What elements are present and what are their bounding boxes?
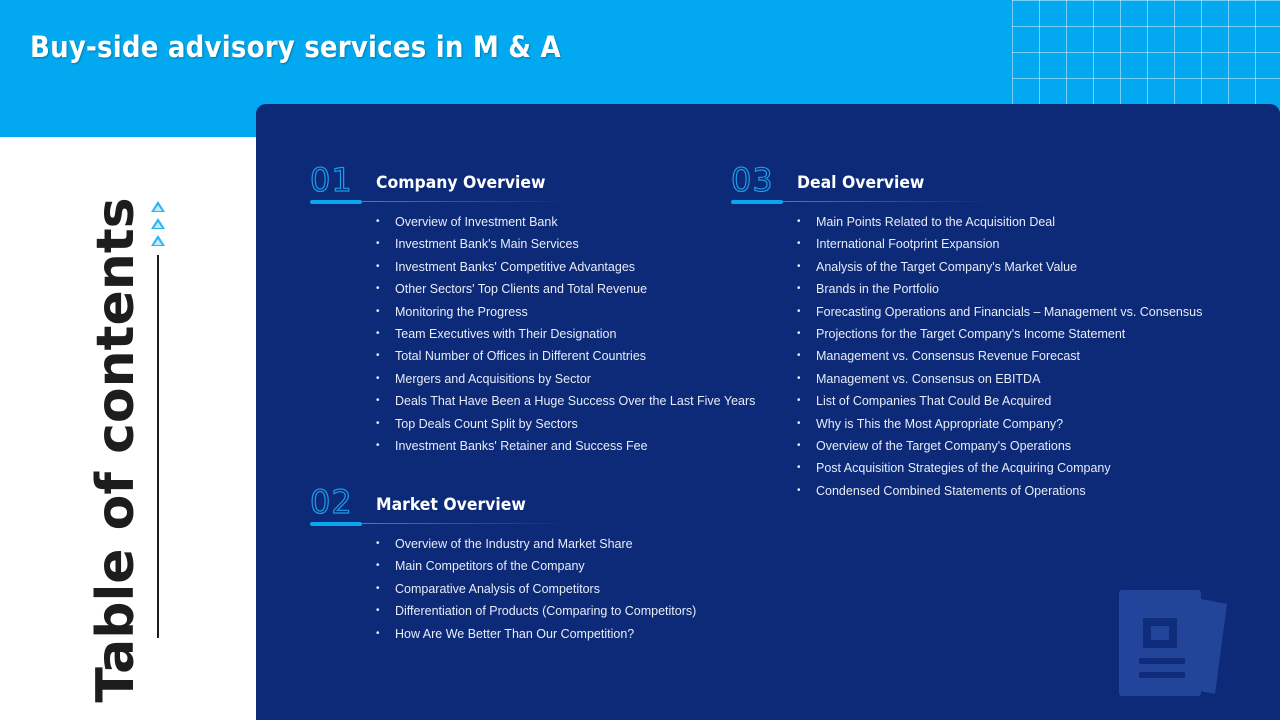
list-item: • Projections for the Target Company's Income Statement (797, 323, 1202, 345)
list-item: • Overview of the Target Company's Operations (797, 435, 1202, 457)
section-heading: Market Overview (376, 495, 526, 515)
list-item: • Why is This the Most Appropriate Company? (797, 413, 1202, 435)
section-number: 01 (310, 161, 353, 199)
triangle-icon (151, 235, 165, 246)
section-items (376, 211, 755, 457)
list-item: • How Are We Better Than Our Competition? (376, 623, 696, 645)
list-item: • Main Points Related to the Acquisition Deal (797, 211, 1202, 233)
section-number: 02 (310, 483, 353, 521)
list-item: • Investment Banks' Retainer and Success Fee (376, 435, 755, 457)
list-item: • Condensed Combined Statements of Operations (797, 480, 1202, 502)
section-heading: Company Overview (376, 173, 546, 193)
list-item: • List of Companies That Could Be Acquired (797, 390, 1202, 412)
list-item: • Total Number of Offices in Different Countries (376, 345, 755, 367)
document-icon (1115, 588, 1230, 698)
list-item: • Overview of Investment Bank (376, 211, 755, 233)
list-item: • Differentiation of Products (Comparing to Competitors) (376, 600, 696, 622)
list-item: • Post Acquisition Strategies of the Acquiring Company (797, 457, 1202, 479)
section-items (376, 533, 696, 645)
section-underline (310, 522, 570, 526)
list-item: • Brands in the Portfolio (797, 278, 1202, 300)
list-item: • Investment Bank's Main Services (376, 233, 755, 255)
list-item: • Team Executives with Their Designation (376, 323, 755, 345)
grid-pattern (1012, 0, 1280, 104)
list-item: • Monitoring the Progress (376, 301, 755, 323)
list-item: • Management vs. Consensus Revenue Forecast (797, 345, 1202, 367)
list-item: • International Footprint Expansion (797, 233, 1202, 255)
section-underline (731, 200, 991, 204)
list-item: • Overview of the Industry and Market Share (376, 533, 696, 555)
list-item: • Forecasting Operations and Financials – Management vs. Consensus (797, 301, 1202, 323)
list-item: • Deals That Have Been a Huge Success Over the Last Five Years (376, 390, 755, 412)
list-item: • Management vs. Consensus on EBITDA (797, 368, 1202, 390)
list-item: • Mergers and Acquisitions by Sector (376, 368, 755, 390)
list-item: • Comparative Analysis of Competitors (376, 578, 696, 600)
triangle-icon (151, 218, 165, 229)
triangle-icon (151, 201, 165, 212)
list-item: • Other Sectors' Top Clients and Total Revenue (376, 278, 755, 300)
list-item: • Analysis of the Target Company's Market Value (797, 256, 1202, 278)
table-of-contents-title: Table of contents (86, 197, 146, 703)
list-item: • Main Competitors of the Company (376, 555, 696, 577)
list-item: • Investment Banks' Competitive Advantages (376, 256, 755, 278)
list-item: • Top Deals Count Split by Sectors (376, 413, 755, 435)
vertical-divider (157, 255, 159, 638)
section-items (797, 211, 1202, 502)
section-underline (310, 200, 570, 204)
section-heading: Deal Overview (797, 173, 925, 193)
section-number: 03 (731, 161, 774, 199)
slide-title: Buy-side advisory services in M & A (30, 30, 561, 64)
